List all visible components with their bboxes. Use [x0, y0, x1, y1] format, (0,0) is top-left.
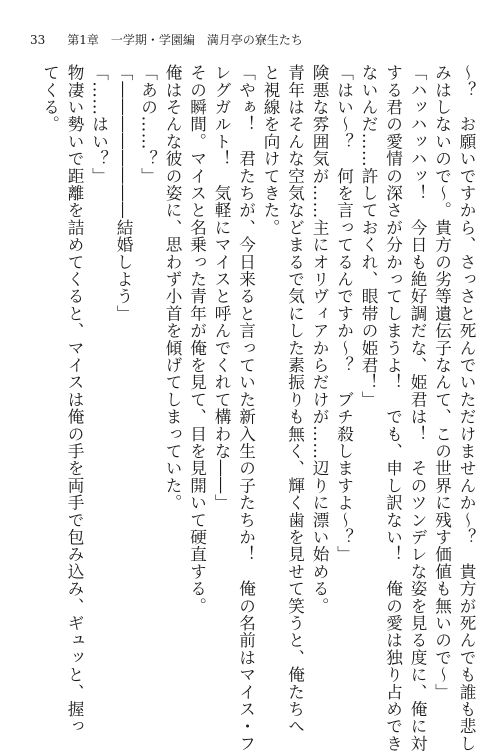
- text-line: 物凄い勢いで距離を詰めてくると、マイスは俺の手を両手で包み込み、ギュッと、握っ: [65, 64, 84, 735]
- text-line: 「はい〜？ 何を言ってるんですか〜？ ブチ殺しますよ〜？」: [334, 64, 354, 563]
- text-line: みはしないので〜。貴方の劣等遺伝子なんて、この世界に残す価値も無いので〜」: [432, 64, 452, 701]
- text-line: 「――――――――結婚しよう」: [114, 64, 133, 322]
- text-line: 〜？ お願いですから、さっさと死んでいただけませんか〜？ 貴方が死んでも誰も悲し: [457, 64, 476, 752]
- text-line: てくる。: [40, 64, 60, 133]
- text-line: 「あの……？」: [138, 64, 158, 185]
- text-line: 青年はそんな空気などまるで気にした素振りも無く、輝く歯を見せて笑うと、俺たちへ: [285, 64, 305, 735]
- text-line: する君の愛情の深さが分かってしまうよ！ でも、申し訳ない！ 俺の愛は独り占めでき: [383, 64, 403, 752]
- text-line: 「やぁ！ 君たちが、今日来ると言っていた新入生の子たちか！ 俺の名前はマイス・フ: [236, 64, 256, 752]
- running-title: 第1章 一学期・学園編 満月亭の寮生たち: [67, 33, 303, 47]
- text-line: と視線を向けてきた。: [261, 64, 280, 236]
- vertical-body-text: [22, 64, 478, 752]
- page-number: 33: [30, 33, 46, 47]
- text-line: 「ハッハッハッ！ 今日も絶好調だな、姫君は！ そのツンデレな姿を見る度に、俺に対: [408, 64, 427, 752]
- text-line: レグガルト！ 気軽にマイスと呼んでくれて構わな――」: [212, 64, 231, 512]
- text-line: 険悪な雰囲気が……主にオリヴィアからだけが……辺りに漂い始める。: [310, 64, 329, 615]
- text-line: その瞬間。マイスと名乗った青年が俺を見て、目を見開いて硬直する。: [187, 64, 207, 615]
- text-line: 俺はそんな彼の姿に、思わず小首を傾げてしまっていた。: [163, 64, 182, 512]
- text-line: 「……はい？」: [89, 64, 109, 185]
- text-line: ないんだ……許しておくれ、眼帯の姫君！」: [359, 64, 378, 408]
- running-header: [30, 30, 480, 50]
